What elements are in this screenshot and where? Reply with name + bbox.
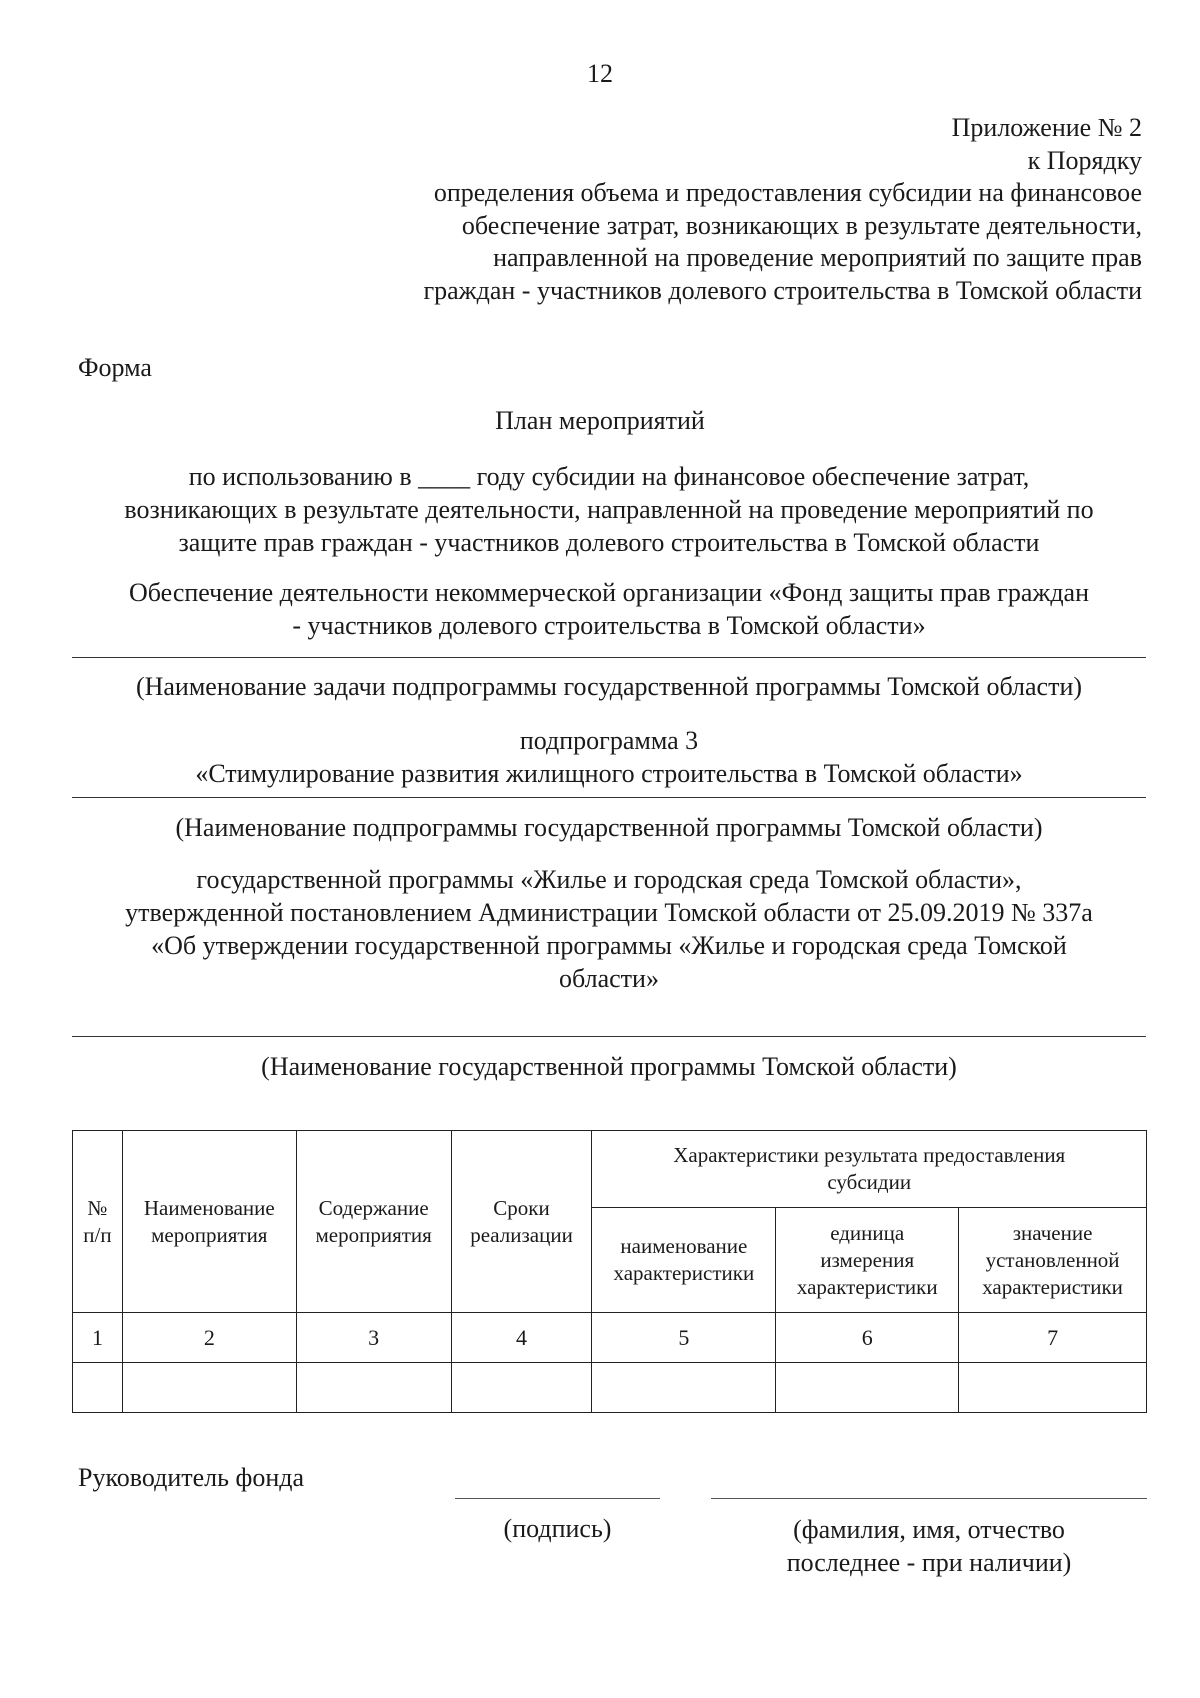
program-underline — [72, 1036, 1146, 1037]
plan-title: План мероприятий — [495, 406, 705, 435]
column-number: 3 — [296, 1313, 451, 1363]
appendix-line: определения объема и предоставления субсидии на финансовое — [433, 178, 1142, 207]
table-cell — [592, 1363, 776, 1413]
column-number-row — [73, 1313, 1147, 1363]
appendix-line: направленной на проведение мероприятий по защите прав — [493, 243, 1142, 272]
column-number: 4 — [451, 1313, 592, 1363]
form-label: Форма — [78, 353, 152, 382]
plan-subtitle-line: защите прав граждан - участников долевого строительства в Томской области — [178, 528, 1040, 557]
table-cell — [296, 1363, 451, 1413]
program-line: «Об утверждении государственной программы «Жилье и городская среда Томской — [151, 931, 1067, 960]
plan-subtitle-line: по использованию в ____ году субсидии на финансовое обеспечение затрат, — [188, 462, 1030, 491]
header-num: № п/п — [73, 1131, 123, 1313]
appendix-header — [423, 112, 1142, 307]
plan-subtitle — [72, 460, 1146, 559]
task-line: Обеспечение деятельности некоммерческой организации «Фонд защиты прав граждан — [128, 578, 1090, 607]
header-characteristics-group: Характеристики результата предоставления субсидии — [592, 1131, 1147, 1208]
header-char-name: наименование характеристики — [592, 1208, 776, 1313]
full-name-caption-line: (фамилия, имя, отчество — [793, 1515, 1065, 1544]
task-name — [72, 576, 1146, 642]
plan-subtitle-line: возникающих в результате деятельности, направленной на проведение мероприятий по — [124, 495, 1094, 524]
appendix-line: Приложение № 2 — [951, 113, 1142, 142]
header-char-unit: единица измерения характеристики — [776, 1208, 959, 1313]
table-cell — [959, 1363, 1147, 1413]
header-event-content: Содержание мероприятия — [296, 1131, 451, 1313]
appendix-line: граждан - участников долевого строительства в Томской области — [423, 275, 1142, 305]
subprogram-line: подпрограмма 3 — [519, 726, 699, 755]
subprogram-underline — [72, 797, 1146, 798]
program-name — [72, 863, 1146, 995]
column-number: 1 — [73, 1313, 123, 1363]
signature-caption: (подпись) — [503, 1514, 612, 1543]
appendix-line: обеспечение затрат, возникающих в результате деятельности, — [461, 210, 1142, 240]
table-cell — [776, 1363, 959, 1413]
program-line: области» — [559, 964, 659, 993]
task-line: - участников долевого строительства в Томской области» — [292, 611, 926, 640]
column-number: 2 — [122, 1313, 296, 1363]
header-event-name: Наименование мероприятия — [122, 1131, 296, 1313]
full-name-caption-line: последнее - при наличии) — [786, 1548, 1072, 1577]
column-number: 6 — [776, 1313, 959, 1363]
program-line: государственной программы «Жилье и городская среда Томской области», — [196, 865, 1022, 894]
table-cell — [122, 1363, 296, 1413]
signature-line — [455, 1498, 660, 1499]
fund-head-label: Руководитель фонда — [78, 1463, 305, 1492]
task-underline — [72, 657, 1146, 658]
table-cell — [451, 1363, 592, 1413]
header-char-value: значение установленной характеристики — [959, 1208, 1147, 1313]
table-row — [73, 1363, 1147, 1413]
appendix-line: к Порядку — [1027, 145, 1142, 175]
page-number: 12 — [587, 59, 613, 88]
plan-table — [72, 1130, 1147, 1413]
task-caption: (Наименование задачи подпрограммы государственной программы Томской области) — [135, 672, 1083, 701]
program-caption: (Наименование государственной программы Томской области) — [261, 1052, 957, 1081]
column-number: 7 — [959, 1313, 1147, 1363]
subprogram-line: «Стимулирование развития жилищного строительства в Томской области» — [195, 759, 1023, 788]
program-line: утвержденной постановлением Администрации Томской области от 25.09.2019 № 337а — [125, 898, 1093, 927]
subprogram-name — [72, 724, 1146, 790]
subprogram-caption: (Наименование подпрограммы государственной программы Томской области) — [175, 813, 1043, 842]
header-terms: Сроки реализации — [451, 1131, 592, 1313]
full-name-line — [711, 1498, 1147, 1499]
full-name-caption — [711, 1513, 1147, 1579]
table-cell — [73, 1363, 123, 1413]
column-number: 5 — [592, 1313, 776, 1363]
